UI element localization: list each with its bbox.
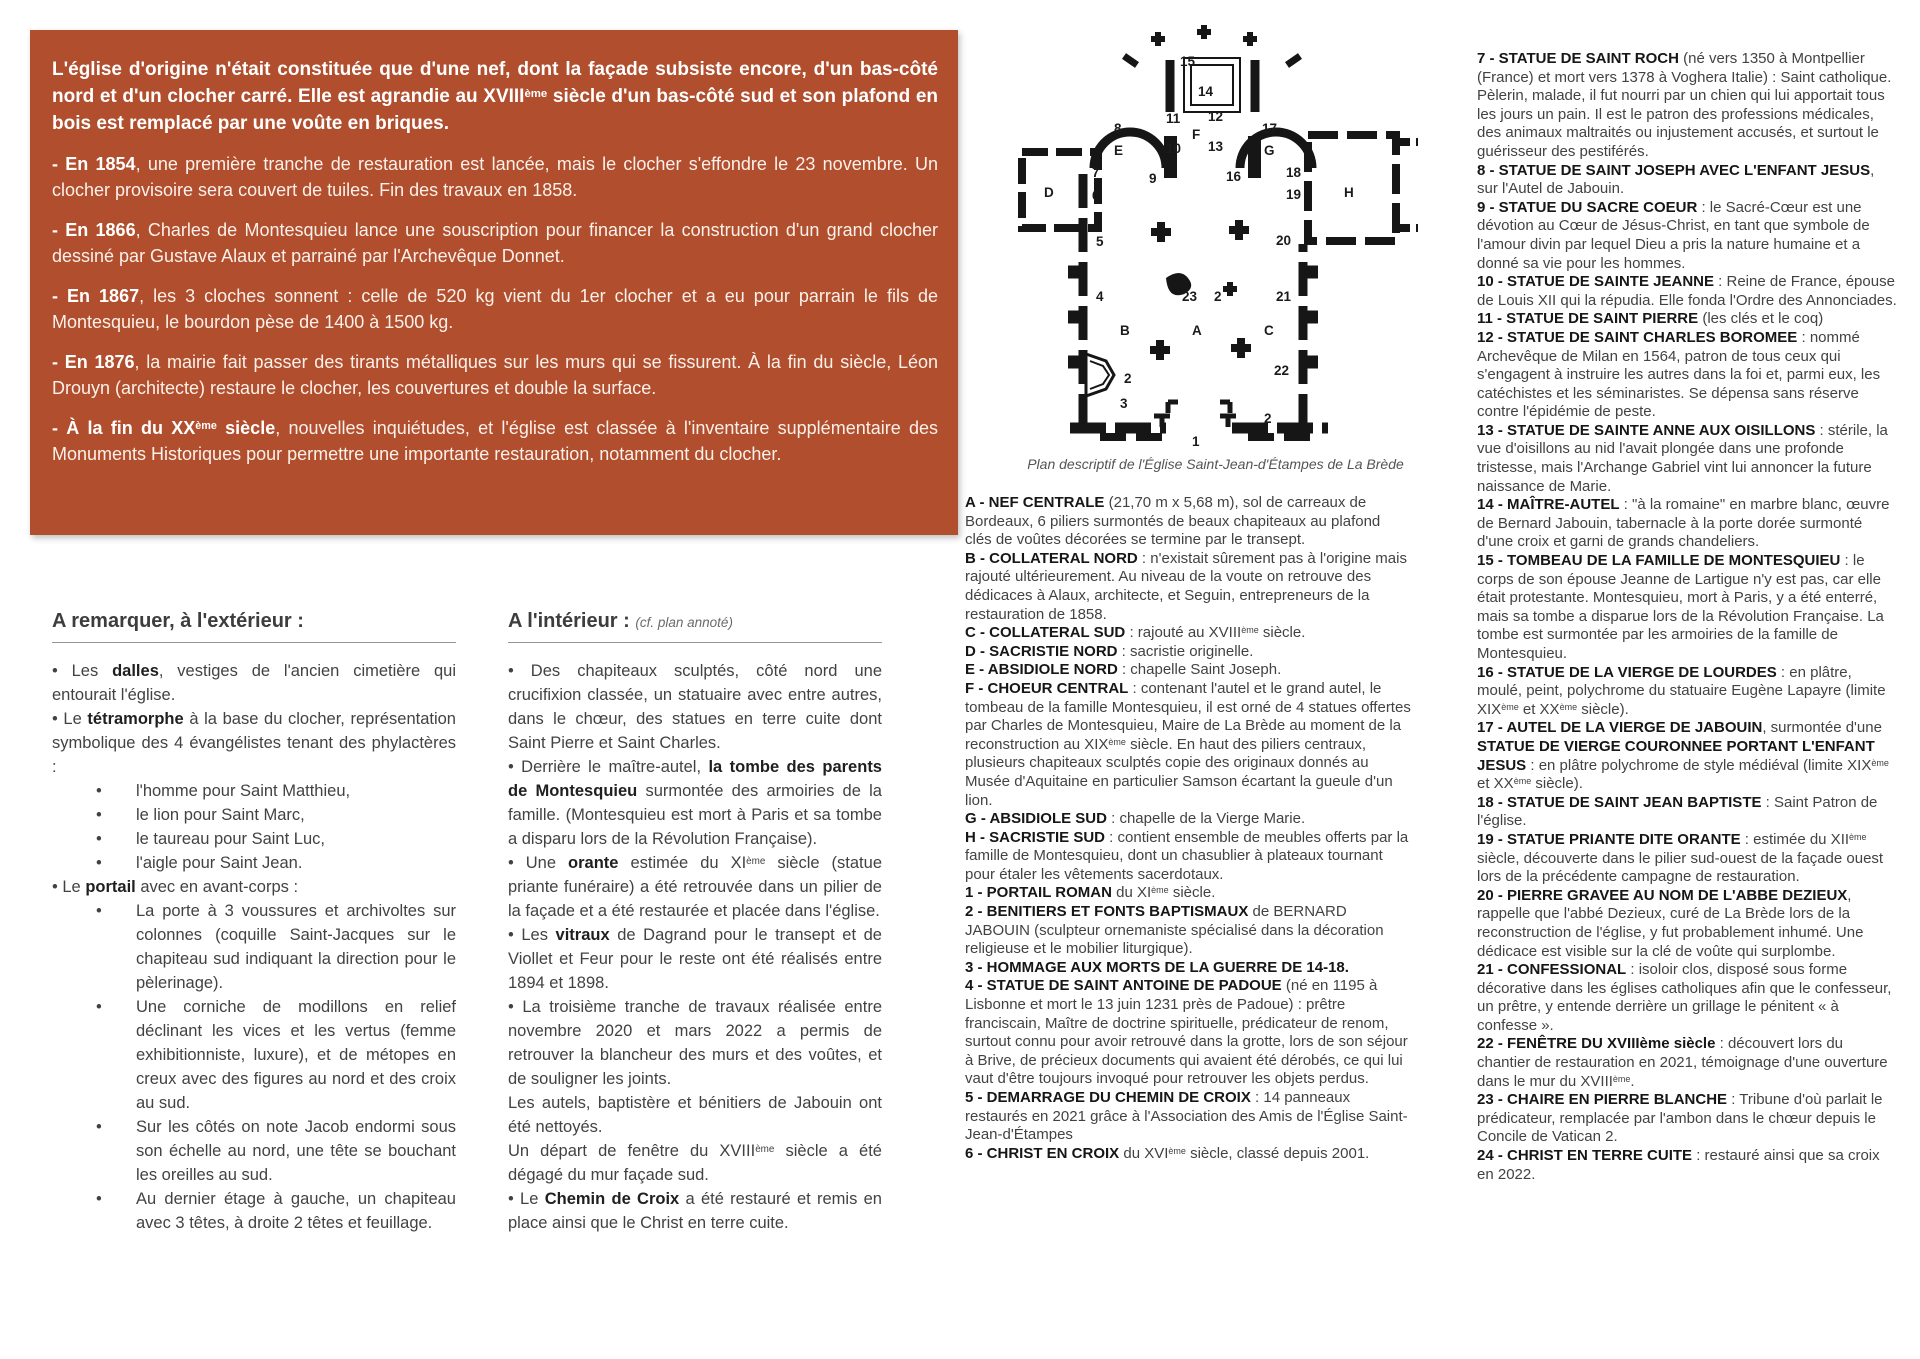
chevet-crosses <box>1151 25 1257 46</box>
choir-pillar-east <box>1248 136 1261 178</box>
legend-entry: 8 - STATUE DE SAINT JOSEPH AVEC L'ENFANT JESUS, sur l'Autel de Jabouin. <box>1477 161 1875 198</box>
exterior-item: • l'homme pour Saint Matthieu, <box>96 782 351 800</box>
interior-heading-note: (cf. plan annoté) <box>635 615 733 630</box>
plan-label: C <box>1264 323 1274 338</box>
interior-item: • La troisième tranche de travaux réalisée entre novembre 2020 et mars 2022 a permis de retrouver la blancheur des murs et des voûtes, et de souligner les joints. <box>508 998 882 1088</box>
history-paragraph: - En 1866, Charles de Montesquieu lance une souscription pour financer la construction d'un grand clocher dessiné par Gustave Alaux et parrainé par l'Archevêque Donnet. <box>52 220 938 266</box>
legend-entry: 3 - HOMMAGE AUX MORTS DE LA GUERRE DE 14-18. <box>965 958 1349 976</box>
plan-label: 11 <box>1166 111 1181 126</box>
legend-a-to-6 <box>965 494 1411 1163</box>
interior-item: • Les vitraux de Dagrand pour le transept et de Viollet et Feur pour le reste ont été réalisés entre 1894 et 1898. <box>508 926 882 992</box>
plan-label: 2 <box>1124 371 1132 386</box>
heading-rule <box>52 642 456 643</box>
legend-entry: 5 - DEMARRAGE DU CHEMIN DE CROIX : 14 panneaux restaurés en 2021 grâce à l'Association des Amis de l'Église Saint-Jean-d'Étampes <box>965 1089 1408 1144</box>
legend-entry: 7 - STATUE DE SAINT ROCH (né vers 1350 à Montpellier (France) et mort vers 1378 à Voghera Italie) : Saint catholique. Pèlerin, malade, il fut nourri par un chien qui lui apportait tous les jours un pain. Il est le patron des professions médicales, des animaux maltraités ou injustement accusés, et surtout le guérisseur des pestiférés. <box>1477 50 1892 160</box>
benitier-pillar <box>1223 282 1237 296</box>
plan-label: G <box>1264 143 1275 158</box>
plan-label: 10 <box>1166 141 1182 156</box>
exterior-section <box>52 610 456 1235</box>
heading-rule <box>508 642 882 643</box>
legend-entry: C - COLLATERAL SUD : rajouté au XVIIIème siècle. <box>965 624 1306 642</box>
legend-entry: 23 - CHAIRE EN PIERRE BLANCHE : Tribune d'où parlait le prédicateur, remplacée par l'ambon dans le chœur depuis le Concile de Vatican 2. <box>1477 1091 1883 1146</box>
interior-item: Les autels, baptistère et bénitiers de Jabouin ont été nettoyés. <box>508 1094 882 1136</box>
legend-entry: 15 - TOMBEAU DE LA FAMILLE DE MONTESQUIEU : le corps de son épouse Jeanne de Lartigue n'y est pas, car elle était protestante. Montesquieu, mort à Paris, y a été enterré, mais sa tombe a disparue lors de la Révolution Française. La tombe est surmontée par les armoiries de la famille de Montesquieu. <box>1477 552 1884 662</box>
plan-label: 17 <box>1262 121 1278 136</box>
interior-item: • Des chapiteaux sculptés, côté nord une crucifixion classée, un statuaire avec entre autres, dans le chœur, des statues en terre cuite dont Saint Pierre et Saint Charles. <box>508 662 882 752</box>
plan-label: 18 <box>1286 165 1302 180</box>
interior-item: • Le Chemin de Croix a été restauré et remis en place ainsi que le Christ en terre cuite. <box>508 1190 882 1232</box>
plan-label: 1 <box>1192 434 1200 449</box>
plan-figure <box>1008 20 1423 472</box>
plan-label: 19 <box>1286 187 1302 202</box>
legend-entry: A - NEF CENTRALE (21,70 m x 5,68 m), sol de carreaux de Bordeaux, 6 piliers surmontés de beaux chapiteaux au plafond clés de voûtes décorées se termine par le transept. <box>965 494 1381 549</box>
plan-walls <box>1022 25 1418 437</box>
legend-entry: 2 - BENITIERS ET FONTS BAPTISMAUX de BERNARD JABOUIN (sculpteur ornemaniste spécialisé dans la décoration religieuse et le mobilier liturgique). <box>965 903 1384 958</box>
legend-entry: 4 - STATUE DE SAINT ANTOINE DE PADOUE (né en 1195 à Lisbonne et mort le 13 juin 1231 près de Padoue) : prêtre franciscain, Maître de doctrine spirituelle, prédicateur de renom, surtout connu pour avoir retrouvé dans la grotte, lors de son séjour à Brive, de précieux documents qui avaient été dérobés, ce qui lui vaut d'être toujours invoqué pour retrouver les objets perdus. <box>965 977 1408 1088</box>
legend-7-to-24 <box>1477 50 1897 1184</box>
legend-entry: H - SACRISTIE SUD : contient ensemble de meubles offerts par la famille de Montesquieu, dont un chasublier à plateaux tournant pour étaler les vêtements sacerdotaux. <box>965 828 1409 883</box>
legend-entry: F - CHOEUR CENTRAL : contenant l'autel et le grand autel, le tombeau de la famille Montesquieu, il est orné de 4 statues offertes par Charles de Montesquieu, Maire de La Brède au moment de la reconstruction au XIXème siècle. En haut des piliers centraux, plusieurs chapiteaux sculptés copie des originaux donnés au Musée d'Aquitaine en particulier Samson écartant la gueule d'un lion. <box>965 679 1411 809</box>
legend-entry: 13 - STATUE DE SAINTE ANNE AUX OISILLONS : stérile, la vue d'oisillons au nid l'avait plongée dans une profonde tristesse, mais l'Archange Gabriel vint lui annoncer la future naissance de Marie. <box>1477 421 1888 495</box>
exterior-list <box>52 659 456 1235</box>
plan-label: 21 <box>1276 289 1292 304</box>
plan-label: 3 <box>1120 396 1128 411</box>
exterior-item: • Sur les côtés on note Jacob endormi sous son échelle au nord, une tête se bouchant les oreilles au sud. <box>96 1118 456 1184</box>
interior-item: Un départ de fenêtre du XVIIIème siècle a été dégagé du mur façade sud. <box>508 1142 882 1184</box>
legend-entry: 17 - AUTEL DE LA VIERGE DE JABOUIN, surmontée d'une STATUE DE VIERGE COURONNEE PORTANT L'ENFANT JESUS : en plâtre polychrome de style médiéval (limite XIXème et XXème siècle). <box>1477 719 1889 793</box>
plan-label: 6 <box>1092 188 1100 203</box>
interior-item: • Une orante estimée du XIème siècle (statue priante funéraire) a été retrouvée dans un pilier de la façade et a été restaurée et placée dans l'église. <box>508 854 882 920</box>
interior-section <box>508 610 882 1235</box>
apse-arc-north <box>1094 132 1166 168</box>
plan-label: F <box>1192 127 1201 142</box>
history-paragraph: - À la fin du XXème siècle, nouvelles inquiétudes, et l'église est classée à l'inventaire supplémentaire des Monuments Historiques pour permettre une importante restauration, notamment du clocher. <box>52 418 939 464</box>
plan-label: D <box>1044 185 1054 200</box>
exterior-item: • Une corniche de modillons en relief déclinant les vices et les vertus (femme exhibitionniste, luxure), et de métopes en creux avec des figures au nord et des croix au sud. <box>96 998 456 1112</box>
plan-label: A <box>1192 323 1202 338</box>
legend-entry: 11 - STATUE DE SAINT PIERRE (les clés et le coq) <box>1477 310 1824 328</box>
exterior-item: • le taureau pour Saint Luc, <box>96 830 325 848</box>
exterior-heading: A remarquer, à l'extérieur : <box>52 610 304 632</box>
legend-entry: 24 - CHRIST EN TERRE CUITE : restauré ainsi que sa croix en 2022. <box>1477 1147 1880 1183</box>
church-plan <box>1008 20 1423 450</box>
plan-label: 9 <box>1149 171 1157 186</box>
plan-label: E <box>1114 143 1124 158</box>
plan-caption: Plan descriptif de l'Église Saint-Jean-d'Étampes de La Brède <box>1027 456 1404 472</box>
legend-entry: 9 - STATUE DU SACRE COEUR : le Sacré-Cœur est une dévotion au Cœur de Jésus-Christ, en tant que symbole de l'amour divin par lequel Dieu a pris la nature humaine et a donné sa vie pour les hommes. <box>1477 198 1870 272</box>
history-paragraph: - En 1867, les 3 cloches sonnent : celle de 520 kg vient du 1er clocher et a eu pour parrain le fils de Montesquieu, le bourdon pèse de 1400 à 1500 kg. <box>52 286 938 332</box>
legend-entry: 22 - FENÊTRE DU XVIIIème siècle : découvert lors du chantier de restauration en 2021, témoignage d'une ouverture dans le mur du XVIIIème. <box>1477 1035 1888 1090</box>
nave-pillars-upper <box>1151 220 1249 242</box>
legend-entry: 6 - CHRIST EN CROIX du XVIème siècle, classé depuis 2001. <box>965 1144 1370 1162</box>
history-panel <box>30 30 958 535</box>
plan-label: 5 <box>1096 234 1104 249</box>
plan-label: 8 <box>1114 121 1122 136</box>
plan-label: 22 <box>1274 363 1290 378</box>
legend-entry: G - ABSIDIOLE SUD : chapelle de la Vierge Marie. <box>965 810 1306 828</box>
exterior-item: • La porte à 3 voussures et archivoltes sur colonnes (coquille Saint-Jacques sur le chapiteau sud indiquant la direction pour le pèlerinage). <box>96 902 456 992</box>
nave-pillars-lower <box>1150 338 1251 360</box>
interior-heading <box>508 610 882 633</box>
exterior-item: • Le tétramorphe à la base du clocher, représentation symbolique des 4 évangélistes tenant des phylactères : <box>52 710 456 776</box>
exterior-item: • l'aigle pour Saint Jean. <box>96 854 303 872</box>
legend-entry: B - COLLATERAL NORD : n'existait sûrement pas à l'origine mais rajouté ultérieurement. Au niveau de la voute on retrouve des dédicaces à Alaux, architecte, et Seguin, entrepreneurs de la restauration de 1858. <box>965 549 1407 623</box>
history-paragraph: - En 1854, une première tranche de restauration est lancée, mais le clocher s'effondre le 23 novembre. Un clocher provisoire sera couvert de tuiles. Fin des travaux en 1858. <box>52 154 938 200</box>
legend-entry: E - ABSIDIOLE NORD : chapelle Saint Joseph. <box>965 661 1282 679</box>
plan-label: H <box>1344 185 1354 200</box>
exterior-item: • le lion pour Saint Marc, <box>96 806 305 824</box>
history-paragraph: L'église d'origine n'était constituée que d'une nef, dont la façade subsiste encore, d'un bas-côté nord et d'un clocher carré. Elle est agrandie au XVIIIème siècle d'un bas-côté sud et son plafond en bois est remplacé par une voûte en briques. <box>52 59 939 134</box>
plan-label: 16 <box>1226 169 1242 184</box>
plan-label: B <box>1120 323 1130 338</box>
legend-entry: 21 - CONFESSIONAL : isoloir clos, disposé sous forme décorative dans les églises catholiques afin que le confesseur, un prêtre, y entende derrière un grillage le pénitent « à confesse ». <box>1477 961 1892 1034</box>
legend-entry: 14 - MAÎTRE-AUTEL : "à la romaine" en marbre blanc, œuvre de Bernard Jabouin, tabernacle à la porte dorée surmonté d'une croix et garni de grands chandeliers. <box>1477 496 1890 551</box>
history-paragraph: - En 1876, la mairie fait passer des tirants métalliques sur les murs qui se fissurent. À la fin du siècle, Léon Drouyn (architecte) restaure le clocher, les couvertures et double la surface. <box>52 352 938 398</box>
portal-returns <box>1168 402 1230 413</box>
interior-heading-text: A l'intérieur : <box>508 610 630 632</box>
interior-item: • Derrière le maître-autel, la tombe des parents de Montesquieu surmontée des armoiries de la famille. (Montesquieu est mort à Paris et sa tombe a disparu lors de la Révolution Française). <box>508 758 882 848</box>
legend-entry: 12 - STATUE DE SAINT CHARLES BOROMEE : nommé Archevêque de Milan en 1564, patron de tous ceux qui s'engagent à instruire les autres dans la foi et, parmi eux, les catéchistes et les séminaristes. Se dépensa sans réserve contre l'épidémie de peste. <box>1477 328 1881 421</box>
legend-entry: 1 - PORTAIL ROMAN du XIème siècle. <box>965 884 1216 902</box>
plan-label: 12 <box>1208 109 1224 124</box>
exterior-item: • Le portail avec en avant-corps : <box>52 878 299 896</box>
portal-posts <box>1154 416 1236 427</box>
legend-entry: 10 - STATUE DE SAINTE JEANNE : Reine de France, épouse de Louis XII qui la répudia. Elle fonda l'Ordre des Annonciades. <box>1477 273 1897 309</box>
legend-entry: 20 - PIERRE GRAVEE AU NOM DE L'ABBE DEZIEUX, rappelle que l'abbé Dezieux, curé de La Brède lors de la reconstruction de l'église, y fut probablement inhumé. Une dédicace est visible sur la clé de voûte qui surplombe. <box>1477 886 1864 960</box>
legend-entry: 19 - STATUE PRIANTE DITE ORANTE : estimée du XIIème siècle, découverte dans le pilier sud-ouest de la façade ouest lors de la précédente campagne de restauration. <box>1477 830 1884 886</box>
plan-label: 14 <box>1198 84 1214 99</box>
plan-label: 4 <box>1096 289 1104 304</box>
exterior-item: • Les dalles, vestiges de l'ancien cimetière qui entourait l'église. <box>52 662 456 704</box>
legend-entry: 16 - STATUE DE LA VIERGE DE LOURDES : en plâtre, moulé, peint, polychrome du statuaire Eugène Lapayre (limite XIXème et XXème siècle). <box>1477 663 1886 718</box>
plan-label: 2 <box>1264 411 1272 426</box>
plan-label: 13 <box>1208 139 1224 154</box>
legend-entry: D - SACRISTIE NORD : sacristie originelle. <box>965 642 1254 660</box>
interior-list <box>508 659 882 1235</box>
legend-entry: 18 - STATUE DE SAINT JEAN BAPTISTE : Saint Patron de l'église. <box>1477 793 1878 830</box>
plan-label: 2 <box>1214 289 1222 304</box>
plan-label: 7 <box>1092 165 1100 180</box>
plan-label: 15 <box>1180 54 1196 69</box>
south-annex-ticks <box>1400 142 1418 228</box>
exterior-item: • Au dernier étage à gauche, un chapiteau avec 3 têtes, à droite 2 têtes et feuillage. <box>96 1190 456 1232</box>
plan-label: 23 <box>1182 289 1198 304</box>
plan-label: 20 <box>1276 233 1292 248</box>
